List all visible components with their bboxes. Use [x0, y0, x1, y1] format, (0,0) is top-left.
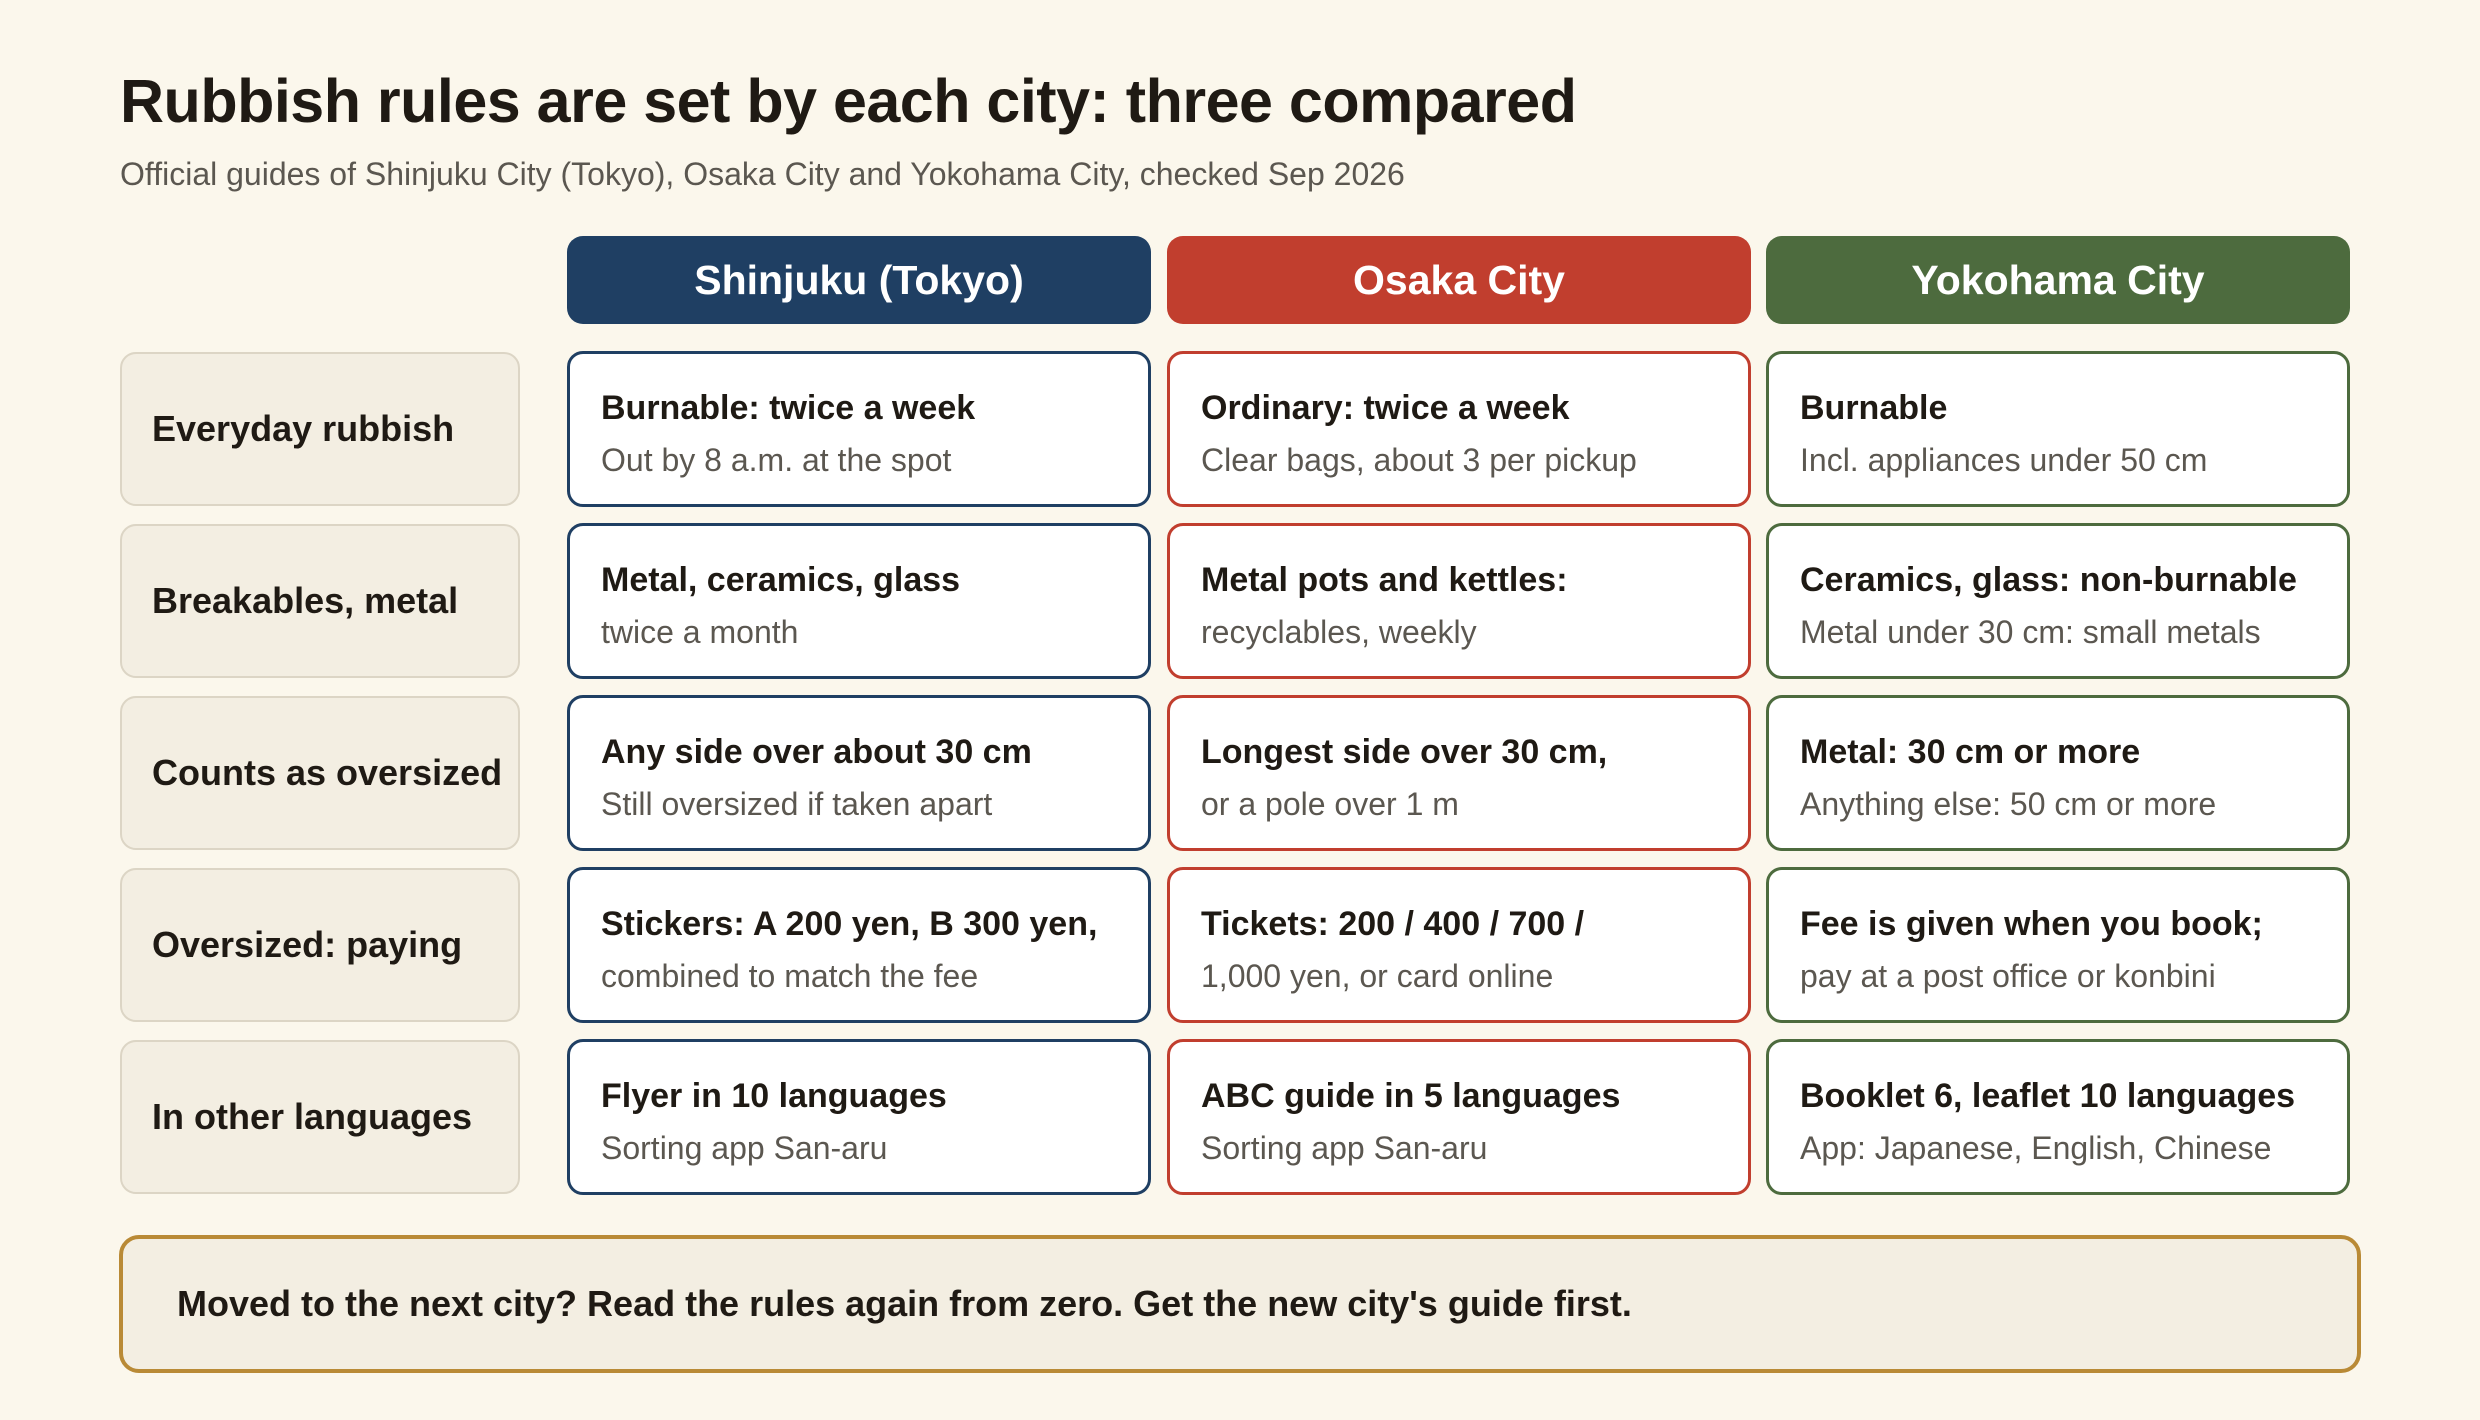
cell-shinjuku-breakables	[567, 523, 1151, 679]
cell-sub: Sorting app San-aru	[1201, 1130, 1488, 1166]
cell-osaka-paying	[1167, 867, 1751, 1023]
cell-sub: twice a month	[601, 614, 799, 650]
column-header-shinjuku: Shinjuku (Tokyo)	[567, 236, 1151, 324]
page-subtitle: Official guides of Shinjuku City (Tokyo), Osaka City and Yokohama City, checked Sep 2026	[120, 156, 1405, 192]
cell-sub: Out by 8 a.m. at the spot	[601, 442, 952, 478]
cell-yokohama-everyday	[1766, 351, 2350, 507]
cell-sub: Metal under 30 cm: small metals	[1800, 614, 2261, 650]
row-label-counts-as-oversized: Counts as oversized	[120, 696, 520, 850]
cell-main: Flyer in 10 languages	[601, 1077, 947, 1115]
cell-sub: or a pole over 1 m	[1201, 786, 1459, 822]
cell-main: Longest side over 30 cm,	[1201, 733, 1608, 771]
cell-shinjuku-paying	[567, 867, 1151, 1023]
cell-main: ABC guide in 5 languages	[1201, 1077, 1621, 1115]
row-label-breakables-metal: Breakables, metal	[120, 524, 520, 678]
cell-sub: Still oversized if taken apart	[601, 786, 993, 822]
row-label-oversized-paying: Oversized: paying	[120, 868, 520, 1022]
cell-main: Stickers: A 200 yen, B 300 yen,	[601, 905, 1098, 943]
cell-main: Burnable: twice a week	[601, 389, 976, 427]
cell-main: Tickets: 200 / 400 / 700 /	[1201, 905, 1585, 943]
cell-shinjuku-oversized-size	[567, 695, 1151, 851]
cell-sub: Incl. appliances under 50 cm	[1800, 442, 2208, 478]
page-title: Rubbish rules are set by each city: three compared	[120, 67, 1577, 135]
cell-yokohama-paying	[1766, 867, 2350, 1023]
row-label-everyday-rubbish: Everyday rubbish	[120, 352, 520, 506]
cell-sub: combined to match the fee	[601, 958, 979, 994]
column-header-yokohama: Yokohama City	[1766, 236, 2350, 324]
cell-main: Burnable	[1800, 389, 1948, 427]
cell-main: Fee is given when you book;	[1800, 905, 2263, 943]
column-header-osaka: Osaka City	[1167, 236, 1751, 324]
footer-note: Moved to the next city? Read the rules again from zero. Get the new city's guide first.	[119, 1235, 2361, 1373]
cell-osaka-languages	[1167, 1039, 1751, 1195]
row-label-other-languages: In other languages	[120, 1040, 520, 1194]
cell-main: Ordinary: twice a week	[1201, 389, 1570, 427]
cell-main: Metal, ceramics, glass	[601, 561, 961, 599]
cell-sub: 1,000 yen, or card online	[1201, 958, 1554, 994]
cell-sub: App: Japanese, English, Chinese	[1800, 1130, 2272, 1166]
cell-osaka-oversized-size	[1167, 695, 1751, 851]
cell-osaka-breakables	[1167, 523, 1751, 679]
cell-osaka-everyday	[1167, 351, 1751, 507]
cell-yokohama-languages	[1766, 1039, 2350, 1195]
cell-main: Any side over about 30 cm	[601, 733, 1032, 771]
cell-main: Ceramics, glass: non-burnable	[1800, 561, 2297, 599]
cell-shinjuku-languages	[567, 1039, 1151, 1195]
cell-main: Booklet 6, leaflet 10 languages	[1800, 1077, 2296, 1115]
cell-shinjuku-everyday	[567, 351, 1151, 507]
cell-sub: Sorting app San-aru	[601, 1130, 888, 1166]
cell-yokohama-oversized-size	[1766, 695, 2350, 851]
cell-sub: Anything else: 50 cm or more	[1800, 786, 2217, 822]
cell-sub: recyclables, weekly	[1201, 614, 1477, 650]
cell-sub: Clear bags, about 3 per pickup	[1201, 442, 1637, 478]
cell-main: Metal pots and kettles:	[1201, 561, 1568, 599]
cell-yokohama-breakables	[1766, 523, 2350, 679]
cell-main: Metal: 30 cm or more	[1800, 733, 2141, 771]
cell-sub: pay at a post office or konbini	[1800, 958, 2216, 994]
